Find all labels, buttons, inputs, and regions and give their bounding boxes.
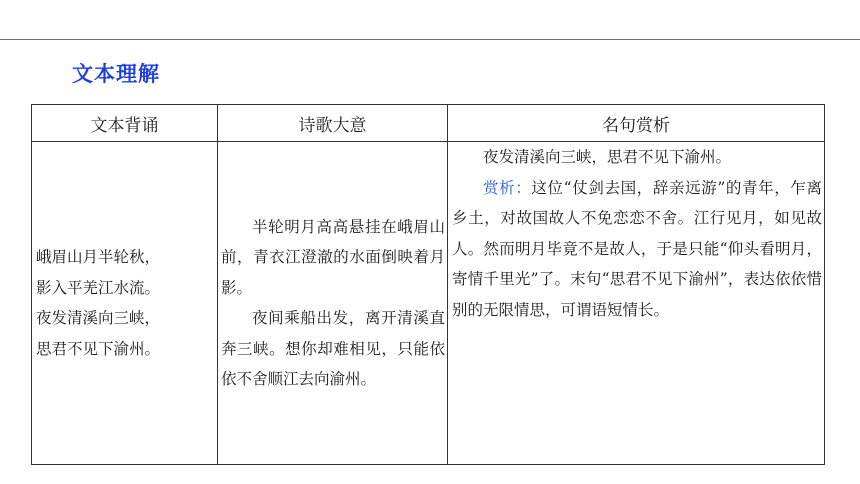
header-meaning: 诗歌大意 — [218, 105, 448, 142]
header-analysis: 名句赏析 — [448, 105, 825, 142]
poem-line: 峨眉山月半轮秋， — [36, 248, 161, 266]
recite-cell — [32, 142, 218, 465]
poem-line: 思君不见下渝州。 — [36, 339, 161, 358]
section-title: 文本理解 — [72, 62, 160, 86]
poem-line: 夜发清溪向三峡， — [36, 309, 161, 327]
analysis-text: 这位“仗剑去国，辞亲远游”的青年，乍离乡土，对故国故人不免恋恋不舍。江行见月，如见故人。然而明月毕竟不是故人，于是只能“仰头看明月，寄情千里光”了。末句“思君不见下渝州”，表达依依惜别的无限情思，可谓语短情长。 — [452, 178, 822, 319]
meaning-paragraph: 夜间乘船出发，离开清溪直奔三峡。想你却难相见，只能依依不舍顺江去向渝州。 — [221, 309, 445, 388]
table-header-row — [32, 105, 825, 142]
analysis-cell — [448, 142, 825, 465]
header-recite: 文本背诵 — [32, 105, 218, 142]
table-row — [32, 142, 825, 465]
meaning-cell — [218, 142, 448, 465]
analysis-paragraph — [452, 173, 822, 326]
analysis-label: 赏析： — [483, 178, 532, 197]
top-divider — [0, 39, 860, 40]
poem-line: 影入平羌江水流。 — [36, 278, 161, 297]
meaning-paragraph: 半轮明月高高悬挂在峨眉山前，青衣江澄澈的水面倒映着月影。 — [221, 217, 445, 297]
poem-table — [31, 104, 825, 465]
analysis-quote: 夜发清溪向三峡，思君不见下渝州。 — [483, 148, 732, 166]
